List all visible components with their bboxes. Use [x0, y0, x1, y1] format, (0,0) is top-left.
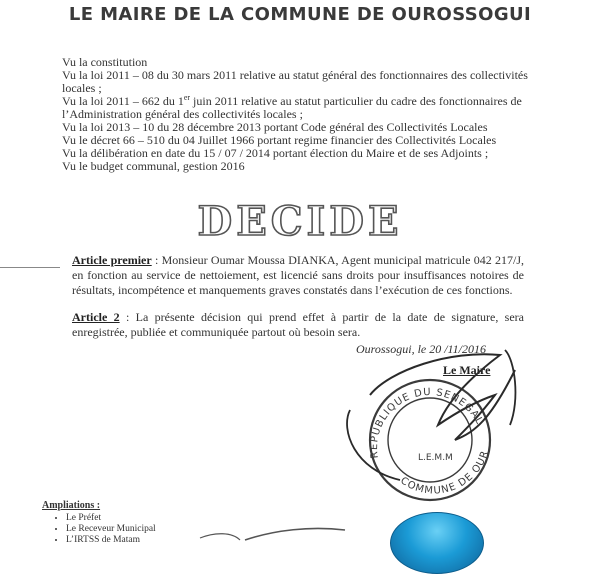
ampliations-title: Ampliations :	[42, 500, 101, 511]
document-header: LE MAIRE DE LA COMMUNE DE OUROSSOGUI	[68, 4, 532, 25]
stamp-bottom-text: COMMUNE DE OUR	[398, 448, 492, 497]
article-2	[72, 310, 524, 340]
vu-item: Vu la loi 2013 – 10 du 28 décembre 2013 portant Code général des Collectivités Locales	[62, 120, 488, 134]
article-premier-label: Article premier	[72, 253, 152, 267]
article-premier	[72, 253, 524, 298]
vu-item: Vu la délibération en date du 15 / 07 / 2014 portant élection du Maire et de ses Adjoints ;	[62, 146, 489, 160]
scan-artifact-line	[0, 267, 60, 268]
article-2-label: Article 2	[72, 310, 120, 324]
list-item: • Le Receveur Municipal	[66, 524, 156, 535]
legal-references	[62, 56, 532, 173]
decide-heading: DECIDE	[197, 198, 403, 245]
blue-oval-button-icon[interactable]	[390, 512, 484, 574]
vu-item-post: juin 2011 relative au statut particulier du cadre des fonctionnaires de l’Administration général des collectivités locales ;	[62, 94, 522, 121]
list-item: • Le Préfet	[66, 513, 156, 524]
vu-item: Vu le budget communal, gestion 2016	[62, 159, 245, 173]
vu-item: Vu la constitution	[62, 55, 148, 69]
stamp-top-text: REPUBLIQUE DU SENEGAL	[368, 386, 485, 460]
seal-stamp-icon	[330, 340, 530, 505]
svg-text:COMMUNE DE OUROSSOGUI	[330, 340, 491, 497]
stamp-center-text: L.E.M.M	[418, 453, 453, 463]
vu-item-sup: er	[183, 93, 191, 102]
vu-item: Vu le décret 66 – 510 du 04 Juillet 1966 portant regime financier des Collectivités Locales	[62, 133, 497, 147]
place-date: Ourossogui, le 20 /11/2016	[356, 342, 487, 356]
vu-item: Vu la loi 2011 – 08 du 30 mars 2011 relative au statut général des fonctionnaires des collectivités locales ;	[62, 68, 528, 95]
handwritten-marks	[0, 520, 600, 546]
article-premier-text: : Monsieur Oumar Moussa DIANKA, Agent municipal matricule 042 217/J, en fonction au service de nettoiement, est licencié sans droits pour insuffisances notoires de résultats, incompétence et manquements graves constatés dans l’exécution de ces fonctions.	[72, 253, 524, 297]
signer-title: Le Maire	[443, 363, 491, 377]
vu-item-pre: Vu la loi 2011 – 662 du 1	[62, 94, 184, 108]
list-item: • L’IRTSS de Matam	[66, 535, 156, 546]
article-2-text: : La présente décision qui prend effet à partir de la date de signature, sera enregistrée, publiée et communiquée partout où besoin sera.	[72, 310, 525, 339]
vu-item	[62, 95, 532, 121]
